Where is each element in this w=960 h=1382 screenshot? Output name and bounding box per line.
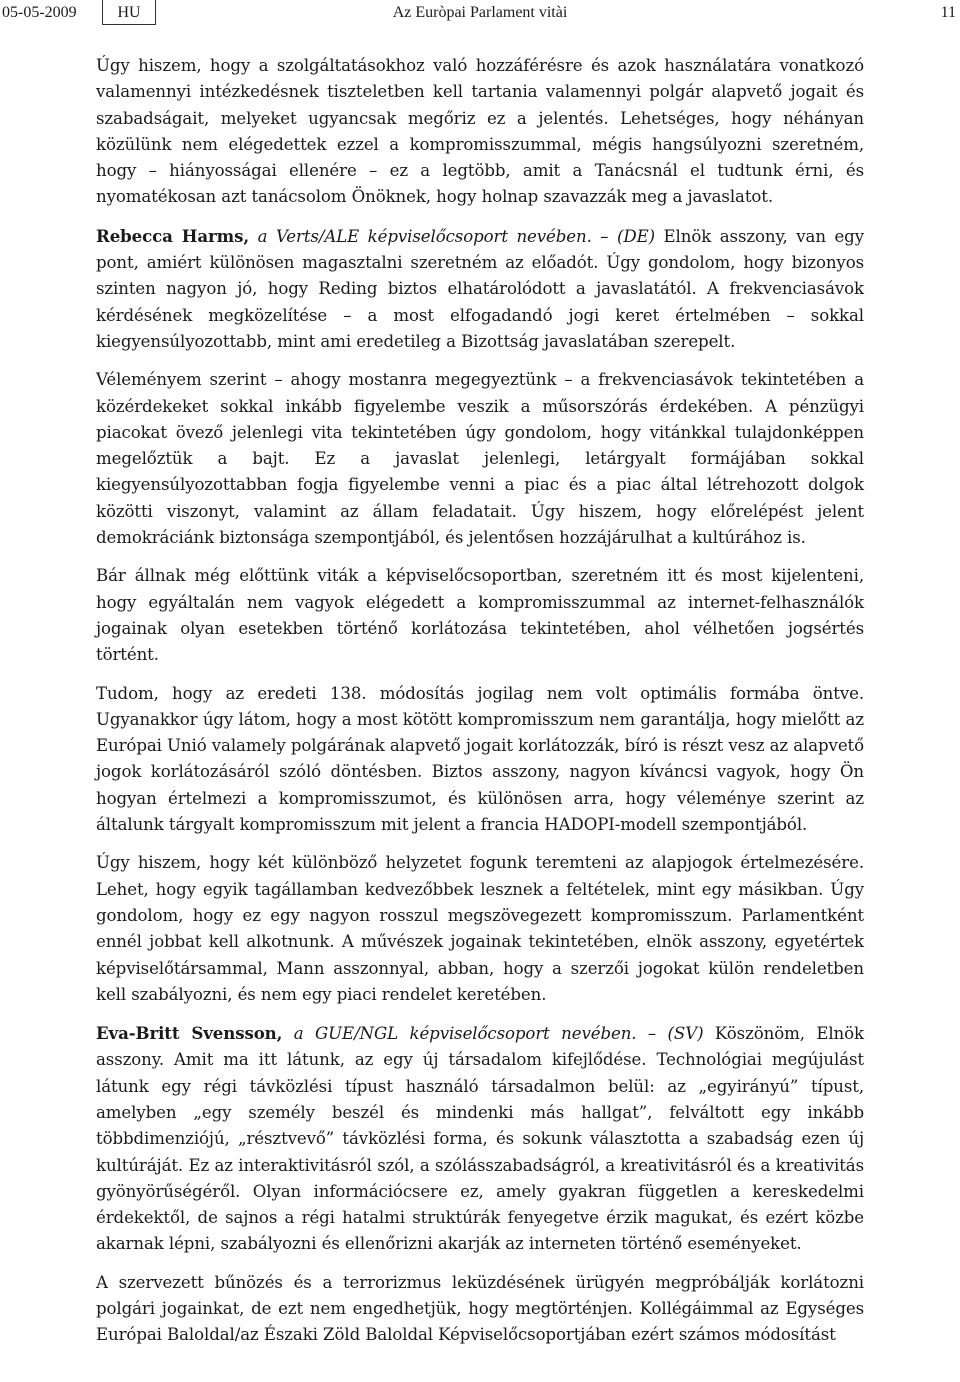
paragraph-3 [96, 367, 864, 551]
speaker-name: Eva-Britt Svensson, [96, 1023, 283, 1044]
paragraph-text: Köszönöm, Elnök asszony. Amit ma itt látunk, az egy új társadalom kifejlődése. Technológiai megújulást látunk egy régi távközlési típust használó társadalmon belül: az „egyirányú” típust, amelyben „egy személy beszél és mindenki más hallgat”, felváltott egy inkább többdimenziójú, „résztvevő” távközlési forma, és sokunk választotta a szabadság ezen új kultúráját. Ez az interaktivitásról szól, a szólásszabadságról, a kreativitásról és a kreativitás gyönyörűségéről. Olyan információcsere ez, amely gyakran független a kereskedelmi érdekektől, de sajnos a régi hatalmi struktúrák fenyegetve érzik magukat, és ezért közbe akarnak lépni, szabályozni és ellenőrizni akarják az interneten történő eseményeket. [96, 1024, 864, 1254]
paragraph-6 [96, 850, 864, 1008]
speaker-name: Rebecca Harms, [96, 225, 250, 246]
paragraph-1 [96, 53, 864, 211]
paragraph-8 [96, 1270, 864, 1349]
document-body [96, 53, 864, 1361]
header-title: Az Euròpai Parlament vitài [392, 4, 568, 21]
speaker-group: a GUE/NGL képviselőcsoport nevében. [293, 1024, 637, 1044]
paragraph-text: Bár állnak még előttünk viták a képviselőcsoportban, szeretném itt és most kijelenteni, hogy egyáltalán nem vagyok elégedett a kompromisszummal az internet-felhasználók jogainak olyan esetekben történő korlátozása tekintetében, ahol vélhetően jogsértés történt. [96, 566, 864, 665]
page-number: 11 [940, 4, 956, 21]
speaker-language: – (SV) [647, 1024, 704, 1044]
paragraph-text: Úgy hiszem, hogy két különböző helyzetet fogunk teremteni az alapjogok értelmezésére. Lehet, hogy egyik tagállamban kedvezőbbek lesznek a feltételek, mint egy másikban. Úgy gondolom, hogy ez egy nagyon rosszul megszövegezett kompromisszum. Parlamentként ennél jobbat kell alkotnunk. A művészek jogainak tekintetében, elnök asszony, egyetértek képviselőtársammal, Mann asszonnyal, abban, hogy a szerzői jogokat külön rendeletben kell szabályozni, és nem egy piaci rendelet keretében. [96, 853, 864, 1004]
paragraph-text: Úgy hiszem, hogy a szolgáltatásokhoz való hozzáférésre és azok használatára vonatkozó valamennyi intézkedésnek tiszteletben kell tartania valamennyi polgár alapvető jogait és szabadságait, melyeket ugyancsak megőriz ez a jelentés. Lehetséges, hogy néhányan közülünk nem elégedettek ezzel a kompromisszummal, mégis hangsúlyozni szeretném, hogy – hiányosságai ellenére – ez a legtöbb, amit a Tanácsnál el tudtunk érni, és nyomatékosan azt tanácsolom Önöknek, hogy holnap szavazzák meg a javaslatot. [96, 56, 864, 207]
paragraph-5 [96, 681, 864, 839]
paragraph-text: A szervezett bűnözés és a terrorizmus leküzdésének ürügyén megpróbálják korlátozni polgári jogainkat, de ezt nem engedhetjük, hogy megtörténjen. Kollégáimmal az Egységes Európai Baloldal/az Északi Zöld Baloldal Képviselőcsoportjában ezért számos módosítást [96, 1272, 864, 1345]
speaker-group: a Verts/ALE képviselőcsoport nevében. [257, 226, 592, 246]
header-date: 05-05-2009 [2, 4, 77, 21]
paragraph-text: Elnök asszony, van egy pont, amiért különösen magasztalni szeretném az előadót. Úgy gondolom, hogy bizonyos szinten nagyon jó, hogy Reding biztos elhatárolódott a javaslatától. A frekvenciasávok kérdésének megközelítése – a most elfogadandó jogi keret értelmében – sokkal kiegyensúlyozottabb, mint ami eredetileg a Bizottság javaslatában szerepelt. [96, 226, 864, 351]
paragraph-4 [96, 563, 864, 668]
paragraph-7 [96, 1020, 864, 1258]
page-header [0, 0, 960, 30]
paragraph-text: Tudom, hogy az eredeti 138. módosítás jogilag nem volt optimális formába öntve. Ugyanakkor úgy látom, hogy a most kötött kompromisszum nem garantálja, hogy mielőtt az Európai Unió valamely polgárának alapvető jogait korlátozzák, bíró is részt vesz az alapvető jogok korlátozásáról szóló döntésben. Biztos asszony, nagyon kíváncsi vagyok, hogy Ön hogyan értelmezi a kompromisszumot, és különösen arra, hogy véleménye szerint az általunk tárgyalt kompromisszum mit jelent a francia HADOPI-modell szempontjából. [96, 683, 864, 835]
language-badge: HU [102, 0, 156, 25]
speaker-language: – (DE) [600, 226, 655, 246]
paragraph-text: Véleményem szerint – ahogy mostanra megegyeztünk – a frekvenciasávok tekintetében a közérdekeket sokkal inkább figyelembe veszik a műsorszórás érdekében. A pénzügyi piacokat övező jelenlegi vita tekintetében úgy gondolom, hogy vitánkkal tulajdonképpen megelőztük a bajt. Ez a javaslat jelenlegi, letárgyalt formájában sokkal kiegyensúlyozottabban fogja figyelembe venni a piac és a piac által létrehozott dolgok közötti viszonyt, valamint az állam feladatait. Úgy hiszem, hogy előrelépést jelent demokráciánk biztonsága szempontjából, és jelentősen hozzájárulhat a kultúrához is. [96, 370, 864, 548]
paragraph-2 [96, 223, 864, 355]
